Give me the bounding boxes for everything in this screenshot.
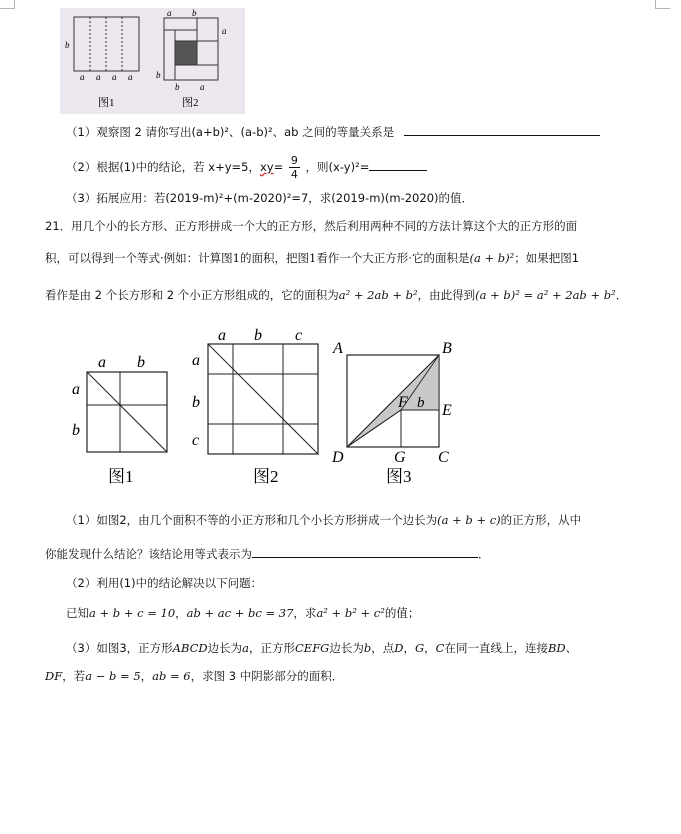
fig2-shaded-square (175, 41, 197, 65)
fig1-label-a: a (128, 72, 133, 82)
fig3-label-A: A (333, 340, 343, 357)
fig2-diagonal (208, 344, 318, 454)
paragraph-text: 积，可以得到一个等式·例如：计算图 (45, 251, 233, 265)
question-21-3-line-1 (66, 640, 577, 656)
fig1-caption: 图1 (108, 467, 134, 486)
fig3-label-C: C (438, 449, 449, 466)
problem-21-line-3 (45, 287, 627, 303)
fig2-label-b: b (192, 8, 197, 18)
paragraph-text: 看作是由 2 个长方形和 2 个小正方形组成的，它的面积为 (45, 288, 339, 302)
question-prev-1 (66, 123, 600, 140)
math-symbol: ABCD (172, 641, 208, 655)
question-text: 已知 (66, 606, 89, 620)
fig2-caption: 图2 (182, 97, 199, 109)
page-corner-mark-left (0, 0, 15, 9)
fig3-label-D: D (332, 449, 344, 466)
fig1-top-label: a (98, 354, 106, 371)
math-expression: a + b + c = 10 (89, 606, 176, 620)
fig3-label-G: G (394, 449, 406, 466)
fig2-top-label: a (218, 327, 226, 344)
fig3-label-B: B (442, 340, 452, 357)
question-21-2-line-1 (66, 575, 262, 591)
equals-sign: = (273, 160, 284, 174)
problem-21-line-1 (45, 218, 577, 234)
fig2-label-a: a (200, 82, 205, 92)
fig3-label-F: F (398, 394, 408, 411)
fig2-left-label: c (192, 432, 200, 449)
fig2-label-a: a (167, 8, 172, 18)
math-expression: (a + b)² = a² + 2ab + b² (475, 288, 616, 302)
spell-flag-text: xy (259, 160, 274, 174)
question-prev-2 (66, 152, 427, 182)
question-text: ，求 (293, 606, 317, 620)
figure-2 (192, 327, 318, 486)
question-prev-3 (66, 190, 473, 206)
question-text: ， (403, 641, 415, 655)
math-expression: (a + b + c) (437, 513, 501, 527)
question-text: （2）根据(1)中的结论，若 x+y=5， (66, 160, 260, 174)
question-text: 边长为 (207, 641, 243, 655)
fig1-label-b: b (65, 40, 70, 50)
fig1-label-a: a (80, 72, 85, 82)
question-text: ， (175, 606, 187, 620)
answer-blank[interactable] (404, 123, 600, 136)
question-text: （1）如图2，由几个面积不等的小正方形和几个小长方形拼成一个边长为 (66, 513, 438, 527)
question-text: ，则(x-y)²= (305, 160, 370, 174)
paragraph-text: 21．用几个小的长方形、正方形拼成一个大的正方形，然后利用两种不同的方法计算这个大的正方形的面 (45, 219, 578, 233)
paragraph-text: 的面积，把图 (239, 251, 309, 265)
question-text: 边长为 (329, 641, 364, 655)
figure-3 (331, 340, 452, 486)
fig1-label-a: a (96, 72, 101, 82)
question-text: （2）利用(1)中的结论解决以下问题： (66, 576, 263, 590)
fraction (289, 154, 300, 181)
fig2-label-b: b (156, 70, 161, 80)
fig1-left-label: a (72, 381, 80, 398)
question-text: 的正方形，从中 (500, 513, 582, 527)
question-21-3-line-2 (45, 668, 343, 684)
question-text: （1）观察图 2 请你写出(a+b)²、(a-b)²、ab 之间的等量关系是 (66, 125, 395, 139)
answer-blank[interactable] (252, 545, 478, 558)
page-corner-mark-right (655, 0, 670, 9)
fraction-denominator: 4 (290, 168, 298, 181)
fig1-diagonal (87, 372, 167, 452)
question-text: ，若 (62, 669, 86, 683)
question-text: （3）如图3，正方形 (66, 641, 173, 655)
paragraph-text: ． (615, 288, 628, 302)
fig1-caption: 图1 (98, 97, 115, 109)
question-text: ． (478, 547, 490, 561)
question-text: ， (140, 669, 153, 683)
paragraph-text: ；如果把图1 (514, 251, 580, 265)
answer-blank[interactable] (369, 158, 427, 171)
math-expression: ab = 6 (152, 669, 191, 683)
fig3-caption: 图3 (386, 467, 412, 486)
top-figure-image (60, 8, 245, 114)
math-symbol: DF (45, 669, 63, 683)
fig1-left-label: b (72, 422, 80, 439)
fig1-top-label: b (137, 354, 145, 371)
math-symbol: BD (547, 641, 566, 655)
problem-21-line-2 (45, 250, 579, 266)
fig2-label-a: a (222, 26, 227, 36)
question-text: 的值； (384, 606, 420, 620)
math-symbol: a (242, 641, 249, 655)
math-symbol: b (363, 641, 372, 655)
math-expression: (a + b)² (469, 251, 515, 265)
question-text: ，点 (371, 641, 395, 655)
math-symbol: C (435, 641, 445, 655)
math-expression: a − b = 5 (85, 669, 141, 683)
fig2-top-label: c (295, 327, 303, 344)
figure-background (60, 8, 245, 114)
question-text: ， (424, 641, 436, 655)
fig2-left-label: b (192, 394, 200, 411)
question-text: 、 (565, 641, 578, 655)
math-expression: a² + b² + c² (316, 606, 385, 620)
question-text: 在同一直线上，连接 (444, 641, 548, 655)
fraction-numerator: 9 (290, 154, 298, 167)
fig3-side-label: b (417, 395, 425, 411)
question-text: ，求图 3 中阴影部分的面积． (190, 669, 344, 683)
figure-number: 1 (308, 251, 317, 265)
fig3-line-df (347, 410, 401, 447)
fig2-left-label: a (192, 352, 200, 369)
paragraph-text: ，由此得到 (417, 288, 476, 302)
fig3-label-E: E (442, 402, 452, 419)
figures-1-2-3 (60, 322, 470, 492)
fig1-label-a: a (112, 72, 117, 82)
figure-1 (72, 354, 167, 486)
fig3-square-cefg (401, 410, 439, 447)
question-21-1-line-2 (45, 545, 490, 562)
question-text: （3）拓展应用：若(2019-m)²+(m-2020)²=7，求(2019-m)(m-2020)的值． (66, 191, 473, 205)
question-21-2-line-2 (66, 605, 419, 621)
math-symbol: CEFG (295, 641, 330, 655)
question-21-1-line-1 (66, 512, 581, 528)
figure-number: 1 (232, 251, 240, 265)
question-text: 你能发现什么结论？该结论用等式表示为 (45, 547, 252, 561)
math-expression: ab + ac + bc = 37 (186, 606, 294, 620)
math-expression: a² + 2ab + b² (338, 288, 418, 302)
question-text: ，正方形 (249, 641, 295, 655)
fig2-caption: 图2 (253, 467, 279, 486)
math-symbol: G (414, 641, 425, 655)
paragraph-text: 看作一个大正方形·它的面积是 (316, 251, 470, 265)
math-symbol: D (394, 641, 404, 655)
fig2-label-b: b (175, 82, 180, 92)
fig2-top-label: b (254, 327, 262, 344)
